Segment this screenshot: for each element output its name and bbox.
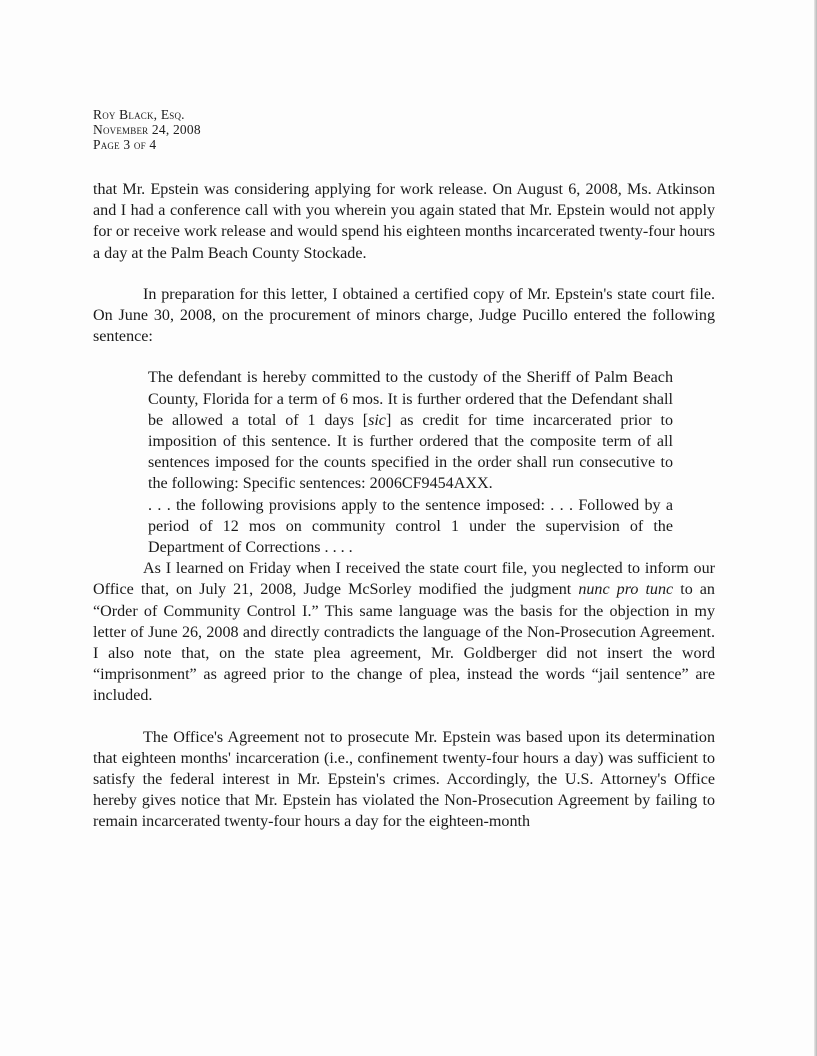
paragraph-certified-copy: In preparation for this letter, I obtained a certified copy of Mr. Epstein's state court file. On June 30, 2008, on the procurement of minors charge, Judge Pucillo entered the following sentence: <box>93 285 715 346</box>
header-date: November 24, 2008 <box>93 122 201 137</box>
letter-header <box>93 107 201 152</box>
block-quote-sentence <box>148 367 673 494</box>
para3-part1: As I learned on Friday when I received the state court file, you neglected to inform our Office that, on July 21, 2008, Judge McSorley modified the judgment <box>93 560 715 599</box>
header-page-number: Page 3 of 4 <box>93 137 157 152</box>
letter-body <box>93 179 715 833</box>
block-quote-provisions: . . . the following provisions apply to the sentence imposed: . . . Followed by a period of 12 mos on community control 1 under the supervision of the Department of Corrections . . . . <box>148 496 673 557</box>
quote-sentence-part1: The defendant is hereby committed to the custody of the Sheriff of Palm Beach County, Florida for a term of 6 mos. It is further ordered that the Defendant shall be allowed a total of 1 days [ <box>148 369 673 429</box>
paragraph-continuation: that Mr. Epstein was considering applying for work release. On August 6, 2008, Ms. Atkinson and I had a conference call with you wherein you again stated that Mr. Epstein would not apply for or receive work release and would spend his eighteen months incarcerated twenty-four hours a day at the Palm Beach County Stockade. <box>93 181 715 262</box>
header-recipient: Roy Black, Esq. <box>93 107 185 122</box>
paragraph-agreement-violation: The Office's Agreement not to prosecute Mr. Epstein was based upon its determination that eighteen months' incarceration (i.e., confinement twenty-four hours a day) was sufficient to satisfy the federal interest in Mr. Epstein's crimes. Accordingly, the U.S. Attorney's Office hereby gives notice that Mr. Epstein has violated the Non-Prosecution Agreement by failing to remain incarcerated twenty-four hours a day for the eighteen-month <box>93 728 715 831</box>
quote-sic: sic <box>368 411 386 429</box>
para3-part2: to an “Order of Community Control I.” This same language was the basis for the objection in my letter of June 26, 2008 and directly contradicts the language of the Non-Prosecution Agreement. I also note that, on the state plea agreement, Mr. Goldberger did not insert the word “imprisonment” as agreed prior to the change of plea, instead the words “jail sentence” are included. <box>93 581 715 705</box>
paragraph-state-court-file <box>93 558 715 706</box>
quote-sentence-part2: ] as credit for time incarcerated prior to imposition of this sentence. It is further ordered that the composite term of all sentences imposed for the counts specified in the order shall run consecutive to the following: Specific sentences: 2006CF9454AXX. <box>148 411 673 493</box>
para3-nunc-pro-tunc: nunc pro tunc <box>578 581 674 599</box>
